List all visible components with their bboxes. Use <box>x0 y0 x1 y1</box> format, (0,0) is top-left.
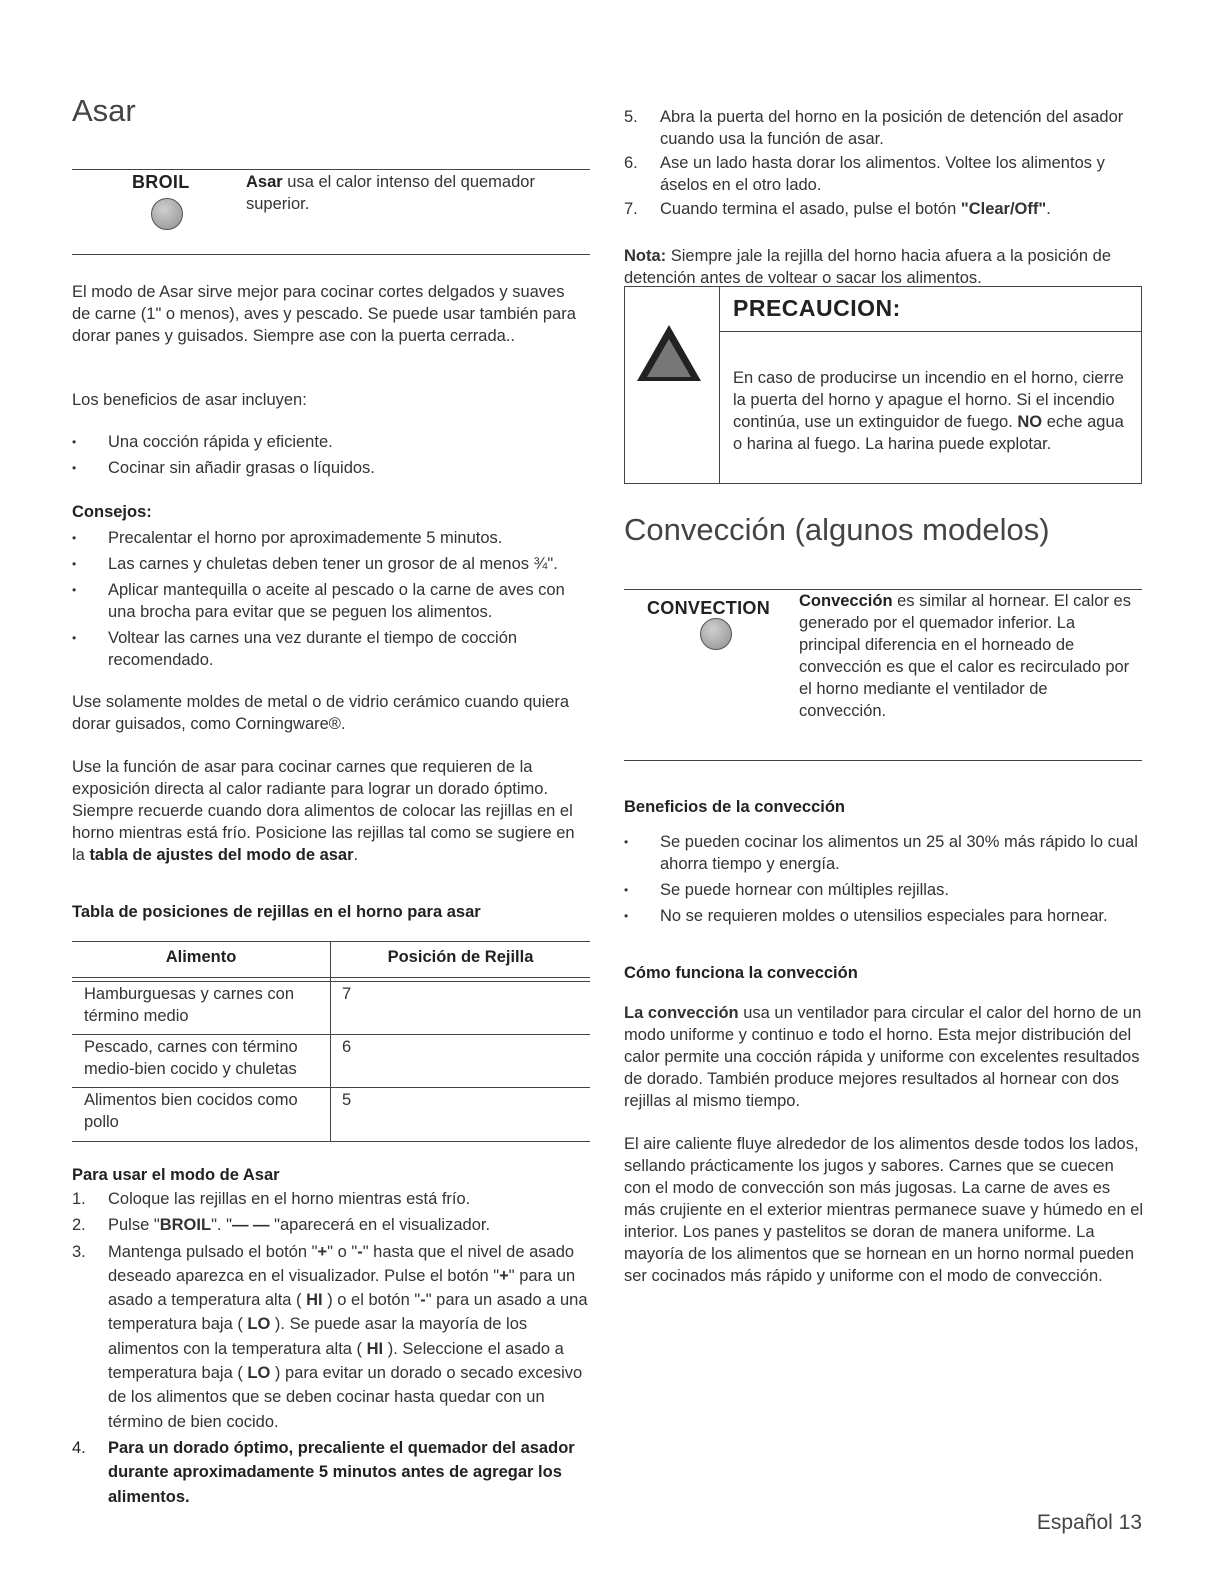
broil-usage-text: Use la función de asar para cocinar carnes que requieren de la exposición directa al calor radiante para lograr un dorado óptimo. Siempre recuerde cuando dora alimentos de colocar las rejillas en el horno mientras está frío. Posicione las rejillas tal como se sugiere en la <box>72 758 575 864</box>
broil-intro: El modo de Asar sirve mejor para cocinar cortes delgados y suaves de carne (1" o menos), aves y pescado. Se puede usar también para dorar panes y guisados. Siempre ase con la puerta cerrada.. <box>72 283 576 345</box>
table-row-food: Pescado, carnes con término medio-bien cocido y chuletas <box>84 1038 298 1078</box>
convection-mode-key: CONVECTION <box>647 598 771 618</box>
note-paragraph <box>624 245 1144 289</box>
section-title-asar: Asar <box>72 93 136 128</box>
table-row-food: Hamburguesas y carnes con término medio <box>84 985 295 1025</box>
list-item: • Se puede hornear con múltiples rejillas. <box>624 879 1144 901</box>
divider <box>624 760 1142 761</box>
how-convection-paragraph: La convección usa un ventilador para circular el calor del horno de un modo uniforme y continuo e todo el horno. Esta mejor distribución del calor permite una cocción rápida y uniforme con excelentes resultados de dorado. También produce mejores resultados al hornear con dos rejillas al mismo tiempo. <box>624 1004 1142 1110</box>
page-number: 13 <box>1118 1511 1142 1534</box>
list-item: 2. Pulse "BROIL". "— — "aparecerá en el visualizador. <box>72 1216 491 1235</box>
list-item: • No se requieren moldes o utensilios especiales para hornear. <box>624 905 1144 927</box>
footer-language: Español <box>1036 1511 1113 1534</box>
broil-mode-key: BROIL <box>132 172 190 192</box>
list-item: 4. Para un dorado óptimo, precaliente el quemador del asador durante aproximadamente 5 minutos antes de agregar los alimentos. <box>72 1438 575 1506</box>
section-title-convection: Convección (algunos modelos) <box>624 512 1050 547</box>
list-item: 3. Mantenga pulsado el botón "+" o "-" hasta que el nivel de asado deseado aparezca en el visualizador. Pulse el botón "+" para un asado a temperatura alta ( HI ) o el botón "-" para un asado a una temperatura baja ( LO ). Se puede asar la mayoría de los alimentos con la temperatura alta ( HI ). Seleccione el asado a temperatura baja ( LO ) para evitar un dorado o secado excesivo de los alimentos que se deben cocinar hasta quedar con un término de bien cocido. <box>72 1242 588 1431</box>
convection-description: Convección es similar al hornear. El calor es generado por el quemador inferior. La principal diferencia en el horneado de convección es que el calor es recirculado por el horno mediante el ventilador de convección. <box>799 592 1131 720</box>
divider <box>72 254 590 255</box>
period: . <box>353 846 359 864</box>
list-item: 5. Abra la puerta del horno en la posición de detención del asador cuando usa la función de asar. <box>624 108 1124 148</box>
list-item: • Precalentar el horno por aproximademente 5 minutos. <box>72 527 592 549</box>
list-item: 7. Cuando termina el asado, pulse el botón "Clear/Off". <box>624 200 1051 218</box>
table-header-position: Posición de Rejilla <box>387 948 534 966</box>
warning-triangle-icon <box>635 323 703 383</box>
broil-desc-rest: usa el calor intenso del quemador superior. <box>246 173 535 213</box>
list-item: 1. Coloque las rejillas en el horno mientras está frío. <box>72 1190 471 1208</box>
list-item: 6. Ase un lado hasta dorar los alimentos. Voltee los alimentos y áselos en el otro lado. <box>624 154 1105 194</box>
list-item: • Voltear las carnes una vez durante el tiempo de cocción recomendado. <box>72 627 592 671</box>
divider <box>72 169 590 170</box>
list-item: • Se pueden cocinar los alimentos un 25 al 30% más rápido lo cual ahorra tiempo y energía. <box>624 831 1144 875</box>
list-item: • Una cocción rápida y eficiente. <box>72 431 582 453</box>
table-row-food: Alimentos bien cocidos como pollo <box>84 1091 298 1131</box>
broil-steps-continued <box>624 106 1144 222</box>
table-header-food: Alimento <box>165 948 237 966</box>
hot-air-paragraph: El aire caliente fluye alrededor de los alimentos desde todos los lados, sellando prácticamente los jugos y sabores. Carnes que se cuecen con el modo de convección son más jugosas. La carne de aves es más crujiente en el exterior mientras permanece suave y húmedo en el interior. Los panes y pastelitos se doran de manera uniforme. La mayoría de los alimentos que se hornean en un horno normal pueden ser cocinados más rápido y uniforme con el modo de convección. <box>624 1135 1144 1285</box>
benefits-lead: Los beneficios de asar incluyen: <box>72 391 307 409</box>
broil-table-ref: tabla de ajustes del modo de asar <box>89 846 354 864</box>
broil-desc-bold: Asar <box>246 173 283 191</box>
broil-description <box>246 171 576 215</box>
table-title: Tabla de posiciones de rejillas en el horno para asar <box>72 903 481 921</box>
list-item: • Cocinar sin añadir grasas o líquidos. <box>72 457 582 479</box>
rack-position-table <box>72 941 590 1142</box>
broil-benefits-list <box>72 431 582 483</box>
note-label: Nota: <box>624 247 667 265</box>
list-item: • Las carnes y chuletas deben tener un grosor de al menos ¾". <box>72 553 592 575</box>
molds-paragraph: Use solamente moldes de metal o de vidrio cerámico cuando quiera dorar guisados, como Corningware®. <box>72 693 570 733</box>
convection-benefits-list <box>624 831 1144 931</box>
caution-title: PRECAUCION: <box>733 295 901 321</box>
caution-box <box>624 286 1142 484</box>
convection-button-icon <box>700 618 732 650</box>
table-row-position: 6 <box>342 1038 352 1056</box>
convection-benefits-title: Beneficios de la convección <box>624 798 845 816</box>
use-broil-title: Para usar el modo de Asar <box>72 1166 280 1184</box>
page-footer <box>1000 1512 1142 1534</box>
table-row-position: 7 <box>342 985 352 1003</box>
how-convection-works-title: Cómo funciona la convección <box>624 964 858 982</box>
broil-usage-paragraph <box>72 756 588 866</box>
tips-list <box>72 527 592 675</box>
table-row-position: 5 <box>342 1091 352 1109</box>
broil-button-icon <box>151 198 183 230</box>
broil-steps-list <box>72 1187 592 1511</box>
tips-title: Consejos: <box>72 503 152 521</box>
caution-text: En caso de producirse un incendio en el horno, cierre la puerta del horno y apague el horno. Si el incendio continúa, use un extinguidor de fuego. NO eche agua o harina al fuego. La harina puede explotar. <box>733 369 1124 453</box>
note-text: Siempre jale la rejilla del horno hacia afuera a la posición de detención antes de voltear o sacar los alimentos. <box>624 247 1112 287</box>
list-item: • Aplicar mantequilla o aceite al pescado o la carne de aves con una brocha para evitar que se peguen los alimentos. <box>72 579 592 623</box>
